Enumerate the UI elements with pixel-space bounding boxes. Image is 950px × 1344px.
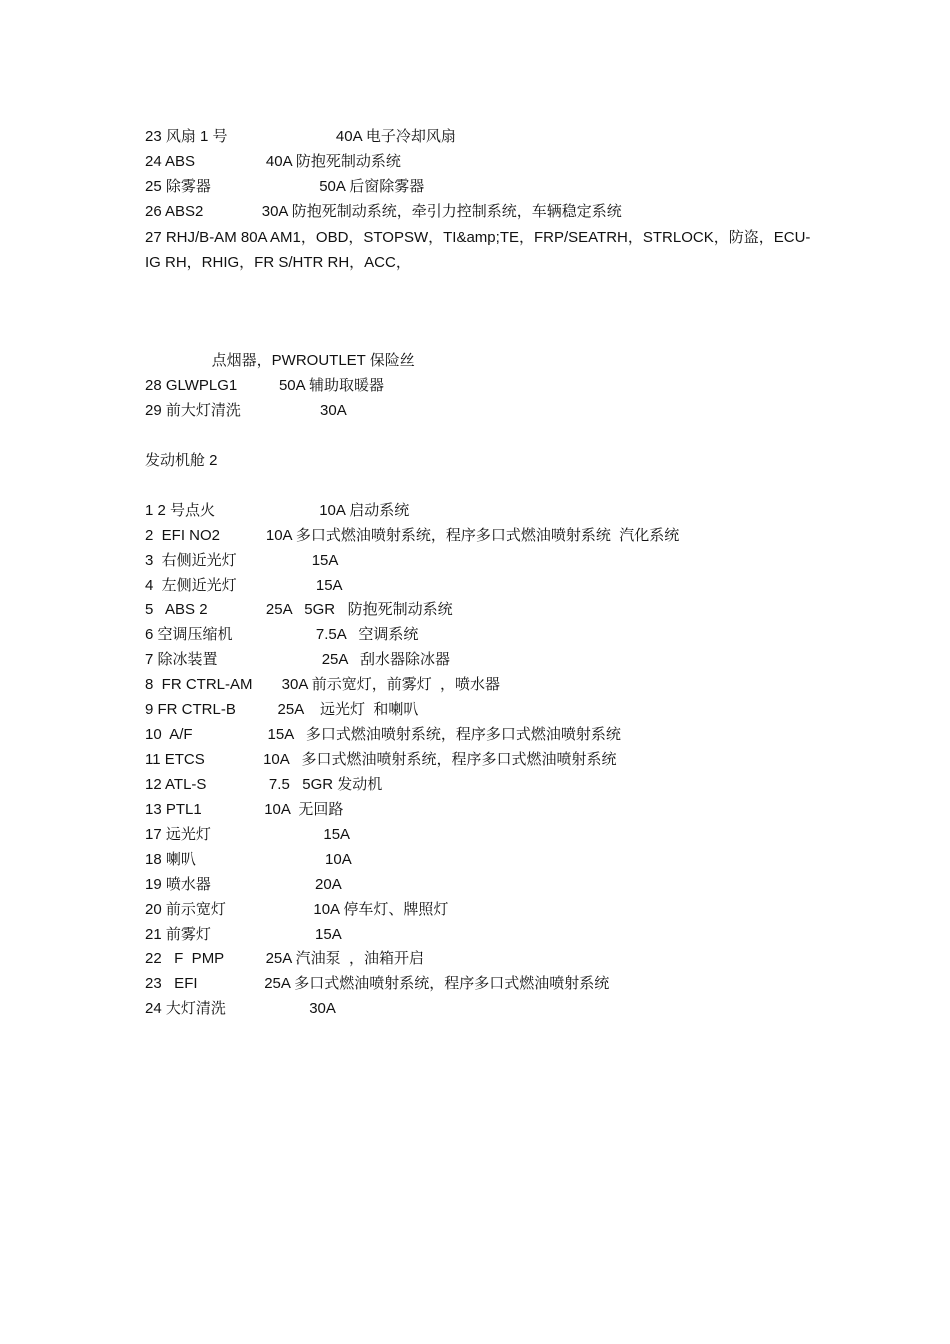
- fuse-line: 2 EFI NO2 10A 多口式燃油喷射系统，程序多口式燃油喷射系统 汽化系统: [145, 527, 680, 544]
- fuse-line: 7 除冰装置 25A 刮水器除冰器: [145, 651, 451, 668]
- fuse-line: 5 ABS 2 25A 5GR 防抱死制动系统: [145, 601, 453, 618]
- fuse-line: 12 ATL-S 7.5 5GR 发动机: [145, 776, 383, 793]
- fuse-line: 13 PTL1 10A 无回路: [145, 801, 344, 818]
- fuse-line: 25 除雾器 50A 后窗除雾器: [145, 178, 425, 195]
- fuse-line: 23 EFI 25A 多口式燃油喷射系统，程序多口式燃油喷射系统: [145, 975, 610, 992]
- fuse-line: 11 ETCS 10A 多口式燃油喷射系统，程序多口式燃油喷射系统: [145, 751, 617, 768]
- fuse-line: 3 右侧近光灯 15A: [145, 552, 339, 569]
- fuse-line: 27 RHJ/B-AM 80A AM1，OBD，STOPSW，TI&amp;TE，FRP/SEATRH，STRLOCK，防盗，ECU-IG RH，RHIG，FR S/HTR RH，ACC，: [145, 229, 811, 271]
- fuse-line: 1 2 号点火 10A 启动系统: [145, 502, 410, 519]
- fuse-line: 18 喇叭 10A: [145, 851, 352, 868]
- fuse-line: 24 ABS 40A 防抱死制动系统: [145, 153, 401, 170]
- fuse-line: 28 GLWPLG1 50A 辅助取暖器: [145, 377, 384, 394]
- fuse-line: 4 左侧近光灯 15A: [145, 577, 343, 594]
- fuse-line: 17 远光灯 15A: [145, 826, 351, 843]
- fuse-line: 22 F PMP 25A 汽油泵 ，油箱开启: [145, 950, 424, 967]
- fuse-line: 20 前示宽灯 10A 停车灯、牌照灯: [145, 901, 449, 918]
- fuse-line: 23 风扇 1 号 40A 电子冷却风扇: [145, 128, 456, 145]
- fuse-line: 10 A/F 15A 多口式燃油喷射系统，程序多口式燃油喷射系统: [145, 726, 621, 743]
- fuse-line-continued: 点烟器，PWROUTLET 保险丝: [145, 352, 415, 369]
- fuse-line: 21 前雾灯 15A: [145, 926, 342, 943]
- fuse-line: 6 空调压缩机 7.5A 空调系统: [145, 626, 419, 643]
- fuse-line: 8 FR CTRL-AM 30A 前示宽灯，前雾灯 ，喷水器: [145, 676, 501, 693]
- section-title: 发动机舱 2: [145, 452, 218, 469]
- fuse-line: 19 喷水器 20A: [145, 876, 342, 893]
- fuse-line: 9 FR CTRL-B 25A 远光灯 和喇叭: [145, 701, 419, 718]
- fuse-line: 29 前大灯清洗 30A: [145, 402, 347, 419]
- fuse-line: 24 大灯清洗 30A: [145, 1000, 336, 1017]
- fuse-line: 26 ABS2 30A 防抱死制动系统，牵引力控制系统，车辆稳定系统: [145, 203, 622, 220]
